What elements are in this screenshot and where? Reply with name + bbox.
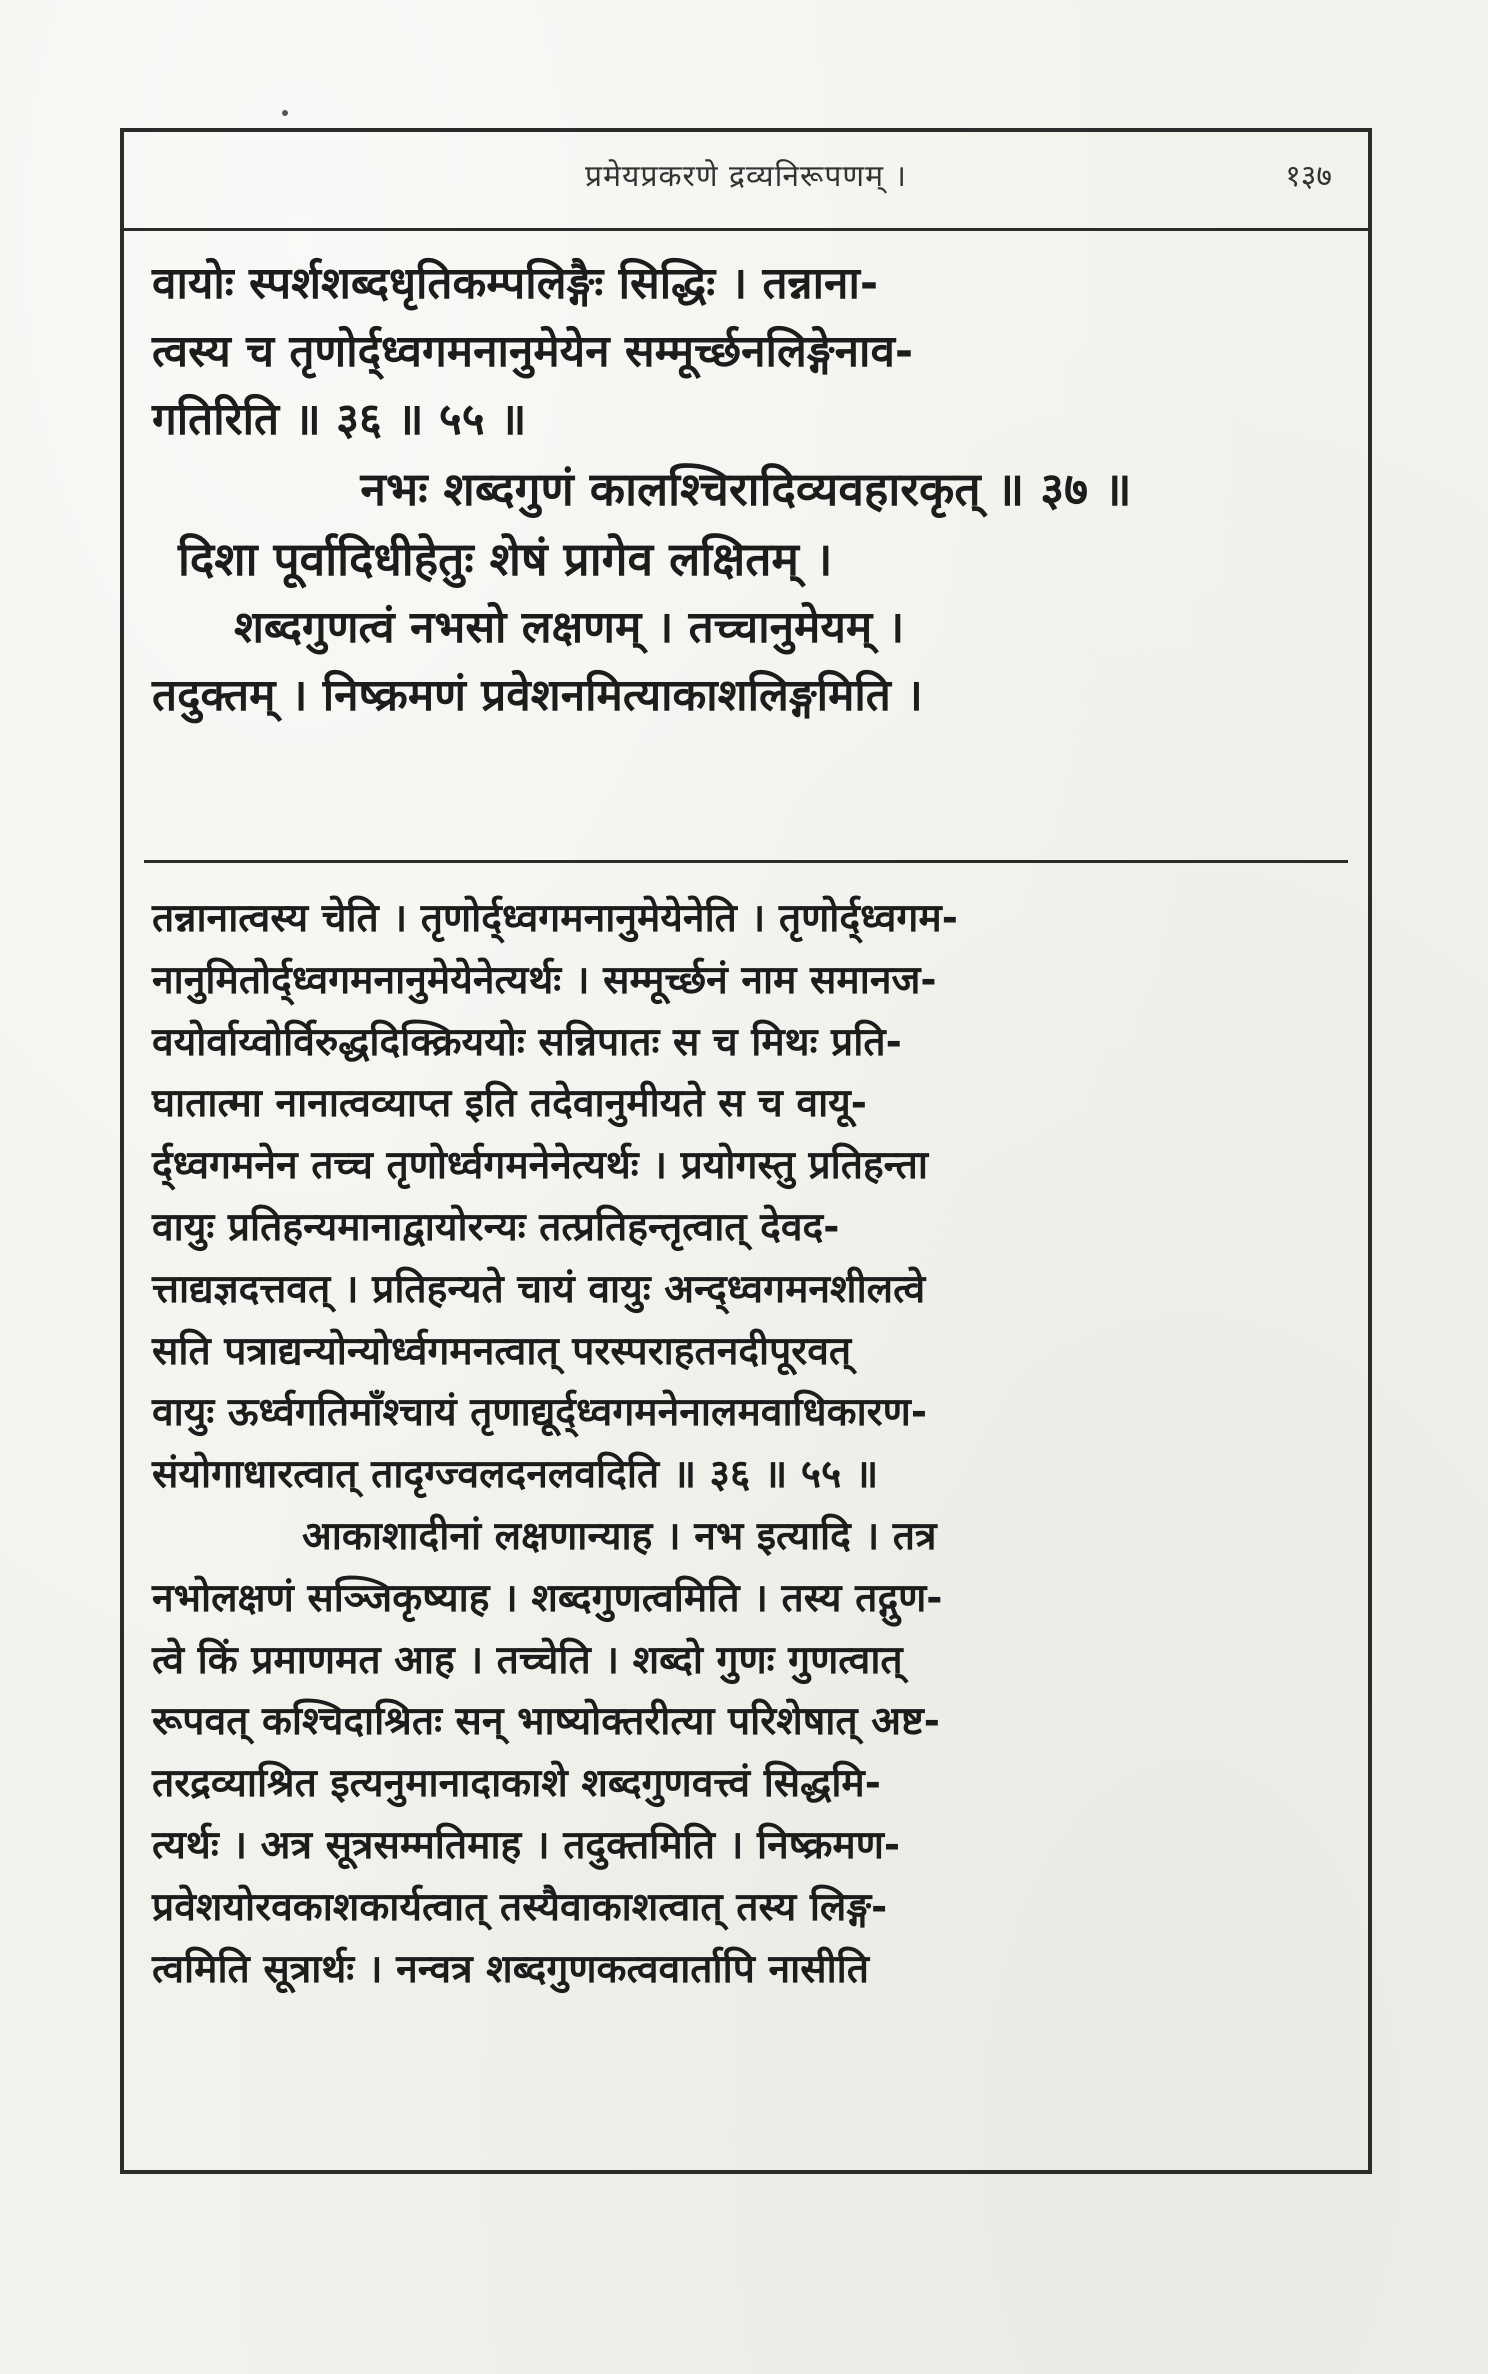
root-line: वायोः स्पर्शशब्दधृतिकम्पलिङ्गैः सिद्धिः । तन्नाना- [152, 258, 879, 309]
commentary-line: घातात्मा नानात्वव्याप्त इति तदेवानुमीयते स च वायू- [152, 1081, 867, 1127]
verse-line: दिशा पूर्वादिधीहेतुः शेषं प्रागेव लक्षितम् । [178, 532, 833, 586]
commentary-line: आकाशादीनां लक्षणान्याह । नभ इत्यादि । तत्र [302, 1513, 937, 1559]
commentary-line: वयोर्वाय्वोर्विरुद्धदिक्क्रिययोः सन्निपातः स च मिथः प्रति- [152, 1019, 902, 1065]
root-line: गतिरिति ॥ ३६ ॥ ५५ ॥ [152, 394, 527, 445]
commentary-line: वायुः प्रतिहन्यमानाद्वायोरन्यः तत्प्रतिहन्तृत्वात् देवद- [152, 1204, 840, 1250]
commentary-line: तरद्रव्याश्रित इत्यनुमानादाकाशे शब्दगुणवत्त्वं सिद्धमि- [152, 1761, 881, 1807]
running-header [124, 132, 1368, 231]
commentary-line: त्यर्थः । अत्र सूत्रसम्मतिमाह । तदुक्तमिति । निष्क्रमण- [152, 1822, 901, 1868]
commentary-line: संयोगाधारत्वात् तादृग्ज्वलदनलवदिति ॥ ३६ ॥ ५५ ॥ [152, 1452, 879, 1498]
page-frame [120, 128, 1372, 2174]
root-line: शब्दगुणत्वं नभसो लक्षणम् । तच्चानुमेयम् । [234, 602, 905, 653]
commentary-line: वायुः ऊर्ध्वगतिमाँश्चायं तृणाद्यूर्द्ध्वगमनेनालमवाधिकारण- [152, 1390, 928, 1436]
commentary-line: प्रवेशयोरवकाशकार्यत्वात् तस्यैवाकाशत्वात् तस्य लिङ्ग- [152, 1884, 888, 1930]
commentary-line: तन्नानात्वस्य चेति । तृणोर्द्ध्वगमनानुमेयेनेति । तृणोर्द्ध्वगम- [152, 896, 958, 941]
root-line: त्वस्य च तृणोर्द्ध्वगमनानुमेयेन सम्मूर्च्छनलिङ्गेनाव- [152, 326, 914, 377]
root-text-block [152, 250, 1340, 730]
commentary-line: त्ताद्यज्ञदत्तवत् । प्रतिहन्यते चायं वायुः अन्द्ध्वगमनशीलत्वे [152, 1266, 926, 1312]
commentary-line: त्वे किं प्रमाणमत आह । तच्चेति । शब्दो गुणः गुणत्वात् [152, 1637, 903, 1683]
commentary-line: त्वमिति सूत्रार्थः । नन्वत्र शब्दगुणकत्ववार्तापि नासीति [152, 1946, 870, 1992]
ink-smudge [282, 110, 288, 116]
section-divider [144, 860, 1348, 863]
commentary-line: रूपवत् कश्चिदाश्रितः सन् भाष्योक्तरीत्या परिशेषात् अष्ट- [152, 1699, 940, 1745]
commentary-line: सति पत्राद्यन्योन्योर्ध्वगमनत्वात् परस्पराहतनदीपूरवत् [152, 1328, 852, 1374]
header-title: प्रमेयप्रकरणे द्रव्यनिरूपणम् । [585, 159, 907, 194]
commentary-line: नभोलक्षणं सञ्जिकृष्याह । शब्दगुणत्वमिति । तस्य तद्गुण- [152, 1575, 943, 1621]
commentary-line: र्द्ध्वगमनेन तच्च तृणोर्ध्वगमनेनेत्यर्थः । प्रयोगस्तु प्रतिहन्ता [152, 1143, 929, 1189]
verse-line: नभः शब्दगुणं कालश्चिरादिव्यवहारकृत् ॥ ३७ ॥ [360, 462, 1132, 516]
root-line: तदुक्तम् । निष्क्रमणं प्रवेशनमित्याकाशलिङ्गमिति । [152, 670, 923, 721]
commentary-line: नानुमितोर्द्ध्वगमनानुमेयेनेत्यर्थः । सम्मूर्च्छनं नाम समानज- [152, 957, 937, 1003]
page-number: १३७ [1285, 159, 1332, 194]
commentary-block [152, 888, 1340, 2000]
